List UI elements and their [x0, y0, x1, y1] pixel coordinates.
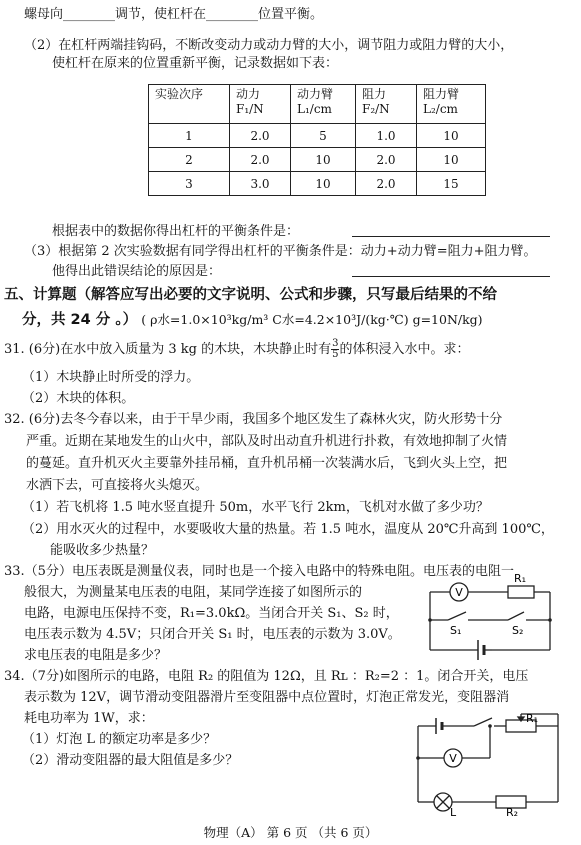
question-3-prompt: 他得出此错误结论的原因是：	[52, 264, 222, 279]
table-cell: 2.0	[356, 172, 417, 196]
table-cell: 10	[291, 148, 356, 172]
q34-text-cont: 表示数为 12V，调节滑动变阻器滑片至变阻器中点位置时，灯泡正常发光，变阻器消	[24, 690, 510, 705]
r2-label: R₂	[506, 806, 519, 819]
question-2-text-cont: 使杠杆在原来的位置重新平衡，记录数据如下表：	[52, 56, 339, 71]
table-row	[149, 148, 486, 172]
fraction: $\frac{3}{5}$	[332, 338, 339, 360]
table-cell: 2.0	[356, 148, 417, 172]
table-header: 阻力臂 L₂/cm	[417, 85, 486, 124]
voltmeter-label: V	[449, 752, 457, 765]
answer-blank	[352, 223, 550, 237]
q32-sub-1: （1）若飞机将 1.5 吨水竖直提升 50m，水平飞行 2km，飞机对水做了多少功？	[22, 500, 489, 515]
r1-label: R₁	[513, 572, 527, 585]
voltmeter-label: V	[455, 586, 463, 599]
table-cell: 3	[149, 172, 230, 196]
table-cell: 2.0	[230, 124, 291, 148]
table-header: 实验次序	[149, 85, 230, 124]
q33-text: 33.（5分）电压表既是测量仪表，同时也是一个接入电路中的特殊电阻。电压表的电阻一	[4, 564, 514, 579]
table-cell: 10	[417, 124, 486, 148]
q32-text: 32. (6分)去冬今春以来，由于干旱少雨，我国多个地区发生了森林火灾，防火形势十分	[4, 412, 503, 427]
q34-sub-1: （1）灯泡 L 的额定功率是多少？	[22, 732, 217, 747]
table-cell: 1	[149, 124, 230, 148]
table-header: 动力臂 L₁/cm	[291, 85, 356, 124]
table-header: 动力 F₁/N	[230, 85, 291, 124]
q33-text-cont: 电路，电源电压保持不变，R₁=3.0kΩ。当闭合开关 S₁、S₂ 时，	[24, 606, 399, 621]
lever-data-table	[148, 84, 486, 196]
blank-fill-line: 螺母向________调节，使杠杆在________位置平衡。	[24, 7, 324, 22]
question-3-text: （3）根据第 2 次实验数据有同学得出杠杆的平衡条件是：动力+动力臂=阻力+阻力臂。	[24, 244, 537, 259]
q33-text-cont: 电压表示数为 4.5V；只闭合开关 S₁ 时，电压表的示数为 3.0V。	[24, 627, 401, 642]
q34-sub-2: （2）滑动变阻器的最大阻值是多少？	[22, 753, 239, 768]
circuit-diagram-q33	[420, 572, 560, 662]
page-footer: 物理（A） 第 6 页 （共 6 页）	[203, 825, 378, 840]
table-header-row	[149, 85, 486, 124]
switch-s2	[508, 612, 524, 620]
table-cell: 5	[291, 124, 356, 148]
conclusion-prompt: 根据表中的数据你得出杠杆的平衡条件是：	[52, 224, 300, 239]
q34-text: 34.（7分)如图所示的电路，电阻 R₂ 的阻值为 12Ω，且 Rʟ ：R₂=2 ：1。闭合开关，电压	[4, 669, 529, 684]
table-row	[149, 172, 486, 196]
constants: ( ρ水=1.0×10³kg/m³ C水=4.2×10³J/(kg·℃) g=10N/kg)	[141, 312, 483, 327]
table-cell: 2	[149, 148, 230, 172]
table-header: 阻力 F₂/N	[356, 85, 417, 124]
q32-text-cont: 的蔓延。直升机灭火主要靠外挂吊桶，直升机吊桶一次装满水后，飞到火头上空，把	[26, 456, 508, 471]
q32-text-cont: 严重。近期在某地发生的山火中，部队及时出动直升机进行扑救，有效地抑制了火情	[26, 434, 508, 449]
answer-blank	[352, 263, 550, 277]
table-cell: 2.0	[230, 148, 291, 172]
section-5-heading: 五、计算题（解答应写出必要的文字说明、公式和步骤，只写最后结果的不给	[4, 287, 497, 303]
q32-text-cont: 水洒下去，可直接将火头熄灭。	[26, 478, 209, 493]
table-cell: 10	[291, 172, 356, 196]
s1-label: S₁	[450, 624, 462, 637]
q31-sub-1: （1）木块静止时所受的浮力。	[22, 370, 200, 385]
q33-text-cont: 般很大，为测量某电压表的电阻，某同学连接了如图所示的	[24, 585, 363, 600]
table-cell: 1.0	[356, 124, 417, 148]
s2-label: S₂	[512, 624, 524, 637]
q33-text-cont: 求电压表的电阻是多少？	[24, 648, 168, 663]
q32-sub-2-cont: 能吸收多少热量？	[50, 543, 155, 558]
table-cell: 3.0	[230, 172, 291, 196]
table-row	[149, 124, 486, 148]
q34-text-cont: 耗电功率为 1W，求：	[24, 711, 154, 726]
q32-sub-2: （2）用水灭火的过程中，水要吸收大量的热量。若 1.5 吨水，温度从 20℃升高到 100℃，	[22, 522, 554, 537]
q31-sub-2: （2）木块的体积。	[22, 391, 135, 406]
r1-label: R₁	[526, 712, 539, 725]
section-5-heading-cont: 分，共 24 分 。） ( ρ水=1.0×10³kg/m³ C水=4.2×10³J/(kg·℃) g=10N/kg)	[22, 312, 483, 328]
resistor-r1	[508, 586, 534, 598]
circuit-diagram-q34	[410, 712, 570, 819]
table-cell: 10	[417, 148, 486, 172]
lamp-label: L	[450, 806, 457, 819]
switch-s1	[448, 612, 466, 620]
question-2-text: （2）在杠杆两端挂钩码，不断改变动力或动力臂的大小，调节阻力或阻力臂的大小，	[24, 38, 514, 53]
q31-text: 31. (6分)在水中放入质量为 3 kg 的木块，木块静止时有 $\frac{3}{5}$ 的体积浸入水中。求：	[4, 338, 470, 360]
table-cell: 15	[417, 172, 486, 196]
